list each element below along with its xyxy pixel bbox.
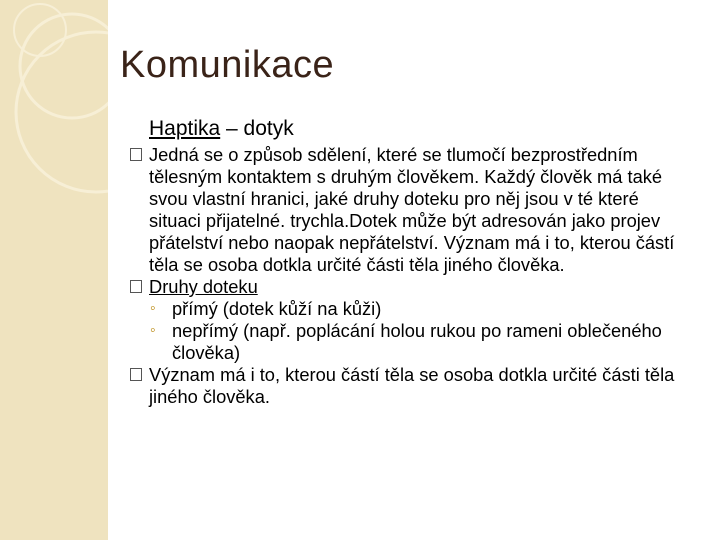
slide-title: Komunikace <box>120 44 335 86</box>
subheading-rest: – dotyk <box>220 117 294 140</box>
sub-bullet-icon: ◦ <box>150 322 156 339</box>
bullet-text: Druhy doteku <box>149 276 258 297</box>
sub-bullet-item <box>130 320 695 364</box>
bullet-box-icon <box>130 368 142 381</box>
bullet-text: Jedná se o způsob sdělení, které se tlumočí bezprostředním tělesným kontaktem s druhým člověkem. Každý člověk má také svou vlastní hranici, jaké druhy doteku pro něj jsou v té které situaci přijatelné. trychla.Dotek může být adresován jako projev přátelství nebo naopak nepřátelství. Význam má i to, kterou částí těla se osoba dotkla určité části těla jiného člověka. <box>149 144 675 275</box>
bullet-text: Význam má i to, kterou částí těla se osoba dotkla určité části těla jiného člověka. <box>149 364 675 407</box>
sub-bullet-item <box>130 298 695 320</box>
bullet-box-icon <box>130 148 142 161</box>
bullet-box-icon <box>130 280 142 293</box>
subheading <box>149 118 695 140</box>
bullet-item <box>130 364 695 408</box>
bullet-item <box>130 276 695 298</box>
bullet-item <box>130 144 695 276</box>
decorative-circles <box>0 0 108 540</box>
sub-bullet-text: přímý (dotek kůží na kůži) <box>172 298 382 319</box>
slide-content <box>130 118 695 408</box>
decorative-sidebar <box>0 0 108 540</box>
sub-bullet-text: nepřímý (např. poplácání holou rukou po rameni oblečeného člověka) <box>172 320 662 363</box>
sub-bullet-icon: ◦ <box>150 300 156 317</box>
subheading-main: Haptika <box>149 117 221 140</box>
